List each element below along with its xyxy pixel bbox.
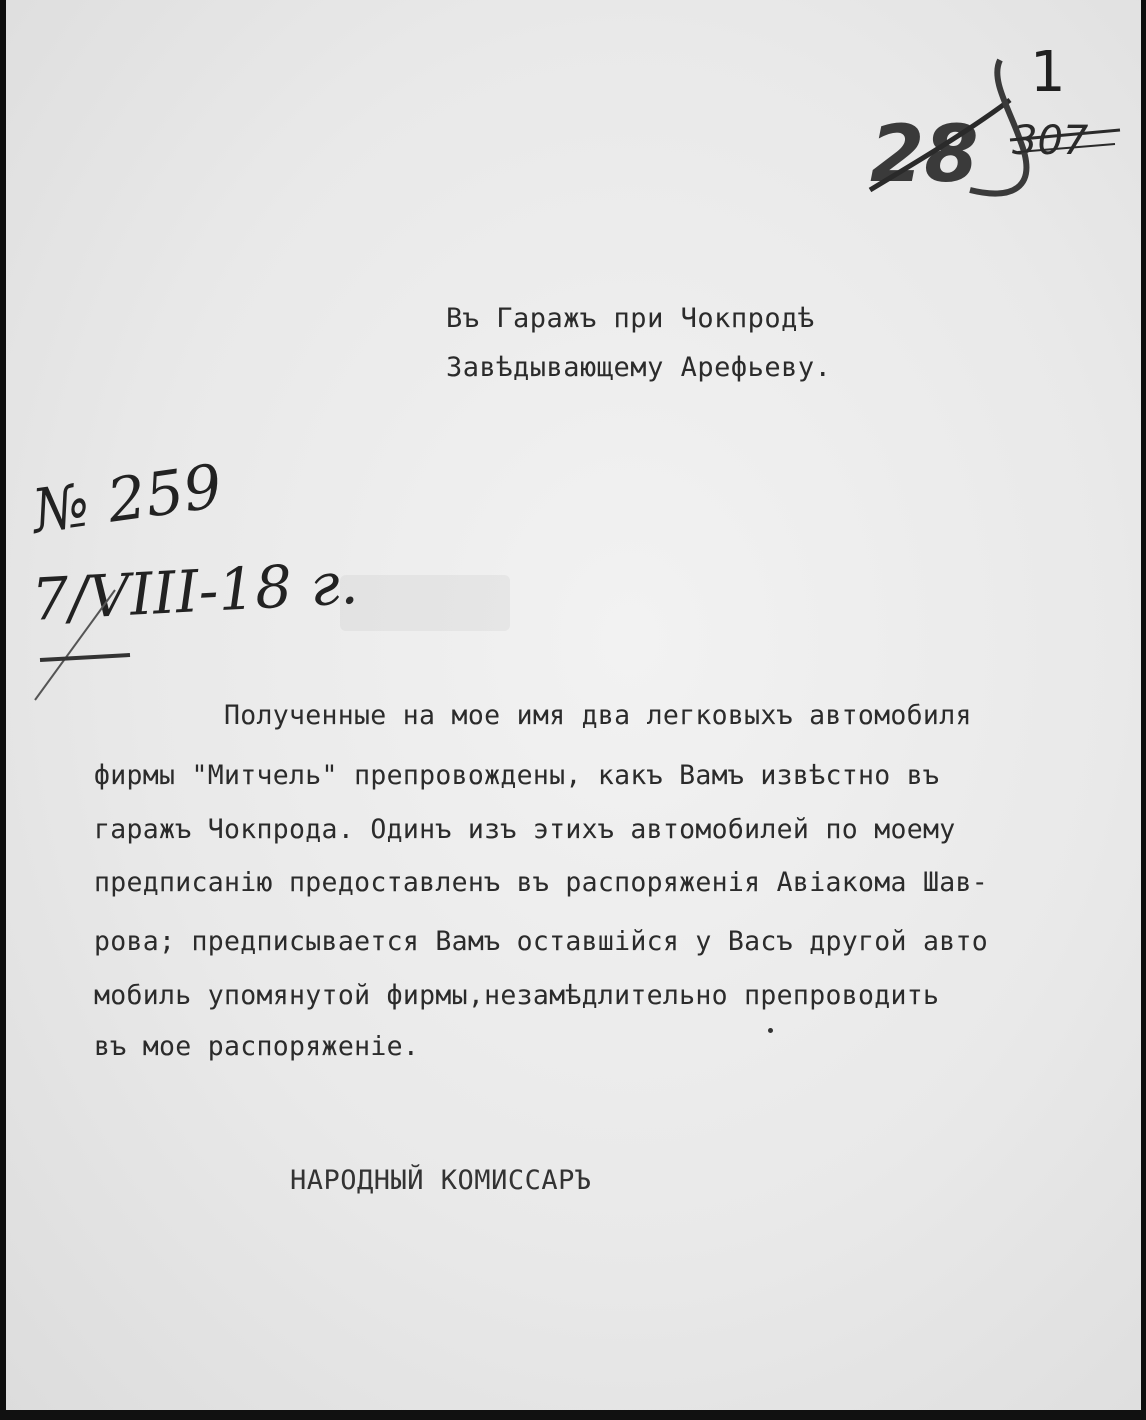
scan-border-right <box>1141 0 1146 1420</box>
body-line-7: въ мое распоряженіе. <box>94 1031 420 1062</box>
strike-through-stroke <box>860 40 1130 210</box>
registration-date: 7/VIII-18 г. <box>30 548 360 634</box>
body-line-4: предписанію предоставленъ въ распоряженія Авіакома Шав- <box>94 867 988 898</box>
scan-border-left <box>0 0 6 1420</box>
body-line-6: мобиль упомянутой фирмы,незамѣдлительно препроводить <box>94 980 940 1011</box>
body-line-1: Полученные на мое имя два легковыхъ автомобиля <box>224 700 972 731</box>
scan-border-bottom <box>0 1410 1146 1420</box>
addressee-line-1: Въ Гаражъ при Чокпродѣ <box>446 303 815 334</box>
addressee-line-2: Завѣдывающему Арефьеву. <box>446 352 832 383</box>
crossed-out-number: 28 <box>870 110 979 200</box>
archive-sub-number: 307 <box>1012 118 1089 164</box>
faded-stamp-smudge <box>340 575 510 631</box>
registration-number: № 259 <box>28 451 227 548</box>
body-line-5: рова; предписывается Вамъ оставшійся у Васъ другой авто <box>94 926 988 957</box>
archive-number-mark <box>860 40 1130 210</box>
body-line-2: фирмы "Митчель" препровождены, какъ Вамъ извѣстно въ <box>94 760 940 791</box>
folio-number: 1 <box>1030 40 1066 105</box>
signature-title: НАРОДНЫЙ КОМИССАРЪ <box>290 1165 592 1196</box>
body-line-3: гаражъ Чокпрода. Одинъ изъ этихъ автомобилей по моему <box>94 814 956 845</box>
ink-dot <box>768 1028 773 1033</box>
